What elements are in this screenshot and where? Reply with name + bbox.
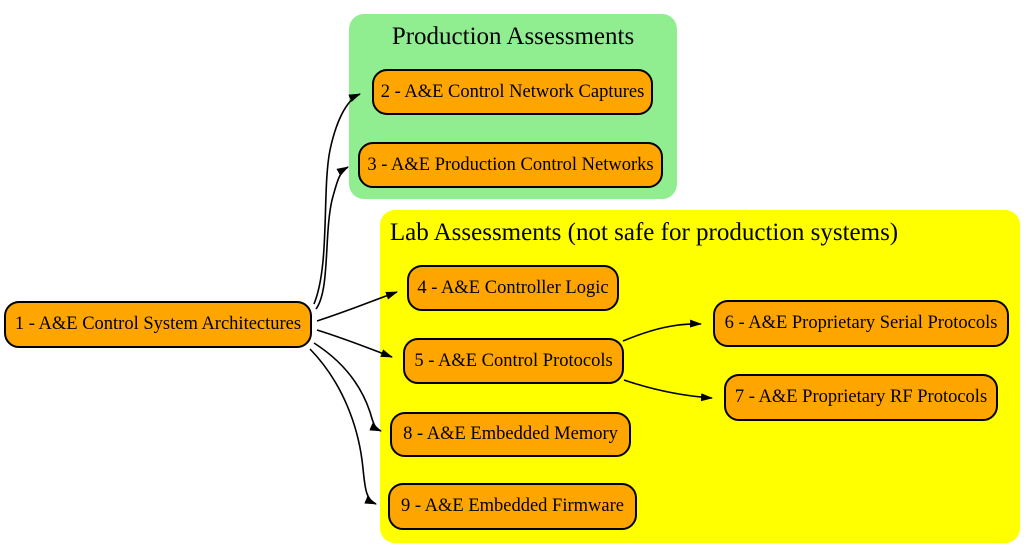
cluster-lab-title: Lab Assessments (not safe for production systems) (389, 219, 899, 246)
node-label: 5 - A&E Control Protocols (414, 350, 613, 371)
node-4-controller-logic (407, 265, 619, 311)
node-label: 7 - A&E Proprietary RF Protocols (734, 387, 988, 407)
node-8-embedded-memory (390, 412, 631, 457)
node-label: 8 - A&E Embedded Memory (403, 424, 618, 444)
node-9-embedded-firmware (388, 483, 637, 530)
edge-1-9 (310, 349, 376, 504)
node-3-production-control-networks (358, 142, 663, 188)
edge-1-3 (316, 167, 348, 309)
node-2-control-network-captures (372, 69, 653, 115)
node-1-control-system-architectures (4, 301, 312, 348)
node-6-proprietary-serial-protocols (713, 300, 1009, 347)
node-label: 3 - A&E Production Control Networks (367, 154, 654, 175)
node-label: 2 - A&E Control Network Captures (380, 81, 645, 102)
node-label: 9 - A&E Embedded Firmware (401, 496, 624, 516)
node-label: 4 - A&E Controller Logic (417, 277, 609, 298)
node-label: 6 - A&E Proprietary Serial Protocols (724, 313, 998, 333)
edge-1-8 (314, 343, 381, 431)
node-7-proprietary-rf-protocols (724, 374, 998, 421)
node-label: 1 - A&E Control System Architectures (14, 314, 302, 334)
cluster-production-title: Production Assessments (391, 23, 635, 50)
node-5-control-protocols (403, 338, 624, 384)
